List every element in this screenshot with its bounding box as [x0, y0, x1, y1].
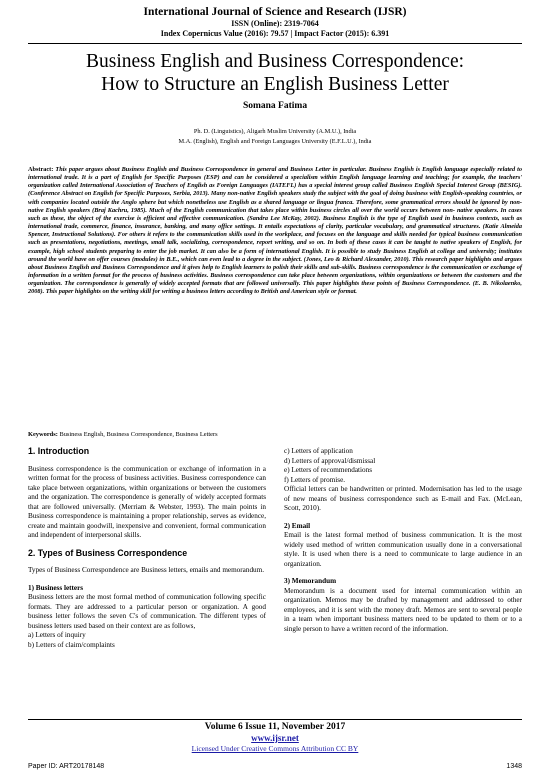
affiliations — [0, 127, 550, 147]
journal-index: Index Copernicus Value (2016): 79.57 | Impact Factor (2015): 6.391 — [160, 29, 390, 38]
affiliation-1: Ph. D. (Linguistics), Aligarh Muslim University (A.M.U.), India — [193, 128, 357, 135]
journal-website-link[interactable]: www.ijsr.net — [251, 733, 299, 743]
subsection-business-letters-heading: 1) Business letters — [28, 583, 84, 592]
volume-issue: Volume 6 Issue 11, November 2017 — [204, 722, 346, 732]
section-types-heading: 2. Types of Business Correspondence — [28, 547, 188, 558]
title-line-1: Business English and Business Correspondence: — [85, 51, 465, 72]
header-rule — [28, 43, 522, 44]
list-item: e) Letters of recommendations — [284, 466, 373, 474]
abstract-text: This paper argues about Business English and Business Correspondence in general and Business Letter in particular. Business English is English language especially related to international trade. It is a part of English for Specific Purposes (ESP) and can be considered a specialism within English language learning and teaching; for example, the teachers' organization called International Association of Teachers of English as Foreign Languages (IATEFL) has a special interest group called Business English Special Interest Group (BESIG). (Conference Abstract on English for Specific Purposes, Serbia, 2013). Many non-native English speakers study the subject with the goal of doing business with English-speaking countries, or with companies located outside the Anglo sphere but which nonetheless use English as a shared language or lingua franca. Therefore, some grammatical errors should be ignored by non-native English speakers (Braj Kachru, 1985). Much of the English communication that takes place within business circles all over the world occurs between non- native speakers. In cases such as these, the object of the exercise is efficient and effective communication. (Sandra Lee McKay, 2002). Business English is the type of English used in business contexts, such as international trade, commerce, finance, insurance, banking, and many office settings. It entails expectations of clarity, particular vocabulary, and grammatical structures. (Katie Almeida Spencer, Instructional Solutions). For others it refers to the communication skills used in the workplace, and focuses on the language and skills needed for typical business communication such as presentations, negotiations, meetings, small talk, socializing, correspondence, report writing, and so on. In both of these cases it can be taught to native speakers of English, for example, high school students preparing to enter the job market. It can also be a form of international English. It is possible to study Business English at college and university; institutes around the world have on offer courses (modules) in B.E., which can even lead to a degree in the subject. (Jones, Leo & Richard Alexander, 2010). This research paper highlights and argues about Business English and Business Correspondence and it gives help to English learners to polish their skills and sub-skills. Business correspondence is the communication or exchange of information in a written format for the process of business activities. Business correspondence can take place between organizations, within organizations or between the customers and the organization. The correspondence is generally of widely accepted formats that are followed universally. This paper highlights these points of Business Correspondence. (E. B. Nikolaenko, 2008). This paper highlights on the writing skill for writing a business letters according to British and American style or format. — [28, 166, 522, 296]
author-name: Somana Fatima — [242, 101, 308, 111]
abstract — [28, 166, 522, 297]
keywords-text: Business English, Business Correspondence, Business Letters — [59, 431, 218, 438]
abstract-label: Abstract: — [28, 166, 54, 173]
right-column — [284, 447, 522, 634]
subsection-business-letters-paragraph: Business letters are the most formal method of communication following specific formats. They are addressed to a particular person or organization. A good business letter follows the seven C's of communication. The different types of business letters used based on their context are as follows, — [28, 593, 266, 630]
subsection-email-paragraph: Email is the latest formal method of business communication. It is the most widely used method of written communication usually done in a conversational style. It is used when there is a need to communicate to large audience in an organization. — [284, 531, 522, 568]
section-introduction-heading: 1. Introduction — [28, 446, 90, 456]
page-number: 1348 — [506, 763, 522, 770]
list-item: f) Letters of promise. — [284, 475, 346, 484]
affiliation-2: M.A. (English), English and Foreign Languages University (E.F.L.U.), India — [178, 138, 372, 145]
title-line-2: How to Structure an English Business Letter — [101, 74, 449, 95]
left-column — [28, 447, 266, 650]
keywords — [28, 431, 522, 438]
paper-title — [0, 50, 550, 96]
subsection-memorandum-paragraph: Memorandum is a document used for internal communication within an organization. Memos may be drafted by management and addressed to other employees, and it is sent with the money draft. Memos are sent to several people in a team when important business matters need to be updated to them or to a single person to have a written record of the information. — [284, 586, 522, 633]
paper-id: Paper ID: ART20178148 — [28, 763, 105, 770]
list-item: a) Letters of inquiry — [28, 631, 86, 639]
journal-header — [0, 6, 550, 38]
license-link[interactable]: Licensed Under Creative Commons Attribution CC BY — [191, 744, 359, 753]
journal-issn: ISSN (Online): 2319-7064 — [231, 19, 319, 28]
list-item: b) Letters of claim/complaints — [28, 640, 115, 649]
official-letters-paragraph: Official letters can be handwritten or printed. Modernisation has led to the usage of new means of business correspondence such as E-mail and Fax. (McLean, Scott, 2010). — [284, 485, 522, 512]
subsection-memorandum-heading: 3) Memorandum — [284, 577, 337, 585]
subsection-email-heading: 2) Email — [284, 521, 311, 530]
footer-rule — [28, 719, 522, 720]
footer — [0, 722, 550, 753]
list-item: d) Letters of approval/dismissal — [284, 456, 376, 465]
list-item: c) Letters of application — [284, 447, 353, 455]
keywords-label: Keywords: — [28, 431, 58, 438]
journal-name: International Journal of Science and Research (IJSR) — [143, 6, 407, 18]
section-types-paragraph: Types of Business Correspondence are Business letters, emails and memorandum. — [28, 566, 265, 574]
section-introduction-paragraph: Business correspondence is the communication or exchange of information in a written format for the process of business activities. Business correspondence can take place between organizations, within organizations or between the customers and the organization. The correspondence is generally of widely accepted formats that are followed universally. (Merriam & Webster, 1993). The main points in Business correspondence is maintaining a proper relationship, serves as evidence, create and maintain goodwill, inexpensive and convenient, formal communication and independent of interpersonal skills. — [28, 464, 266, 539]
